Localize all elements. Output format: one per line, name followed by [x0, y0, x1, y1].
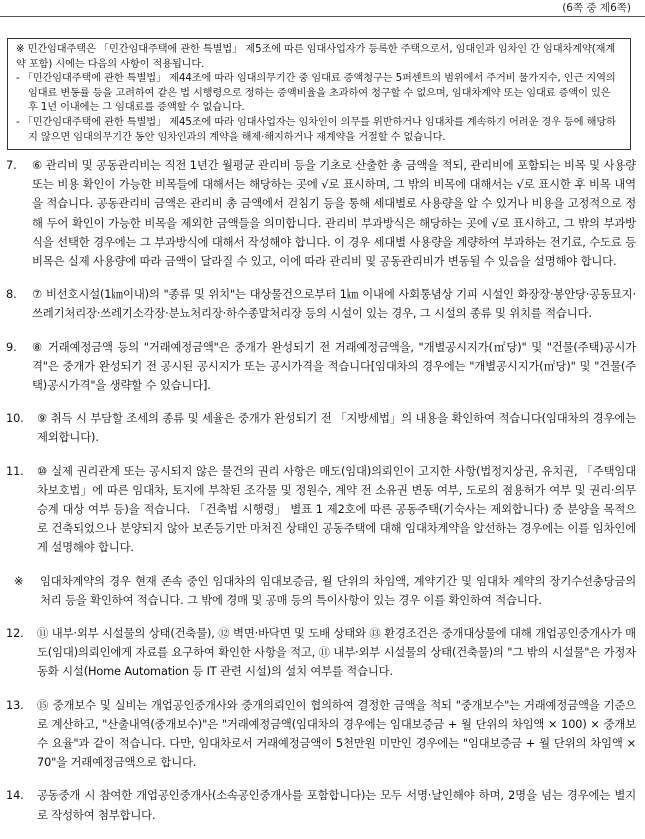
instruction-item: [6, 786, 636, 824]
notice-point-1: - 「민간임대주택에 관한 특별법」 제44조에 따라 임대의무기간 중 임대료 증액청구는 5퍼센트의 범위에서 주거비 물가지수, 인근 지역의 임대료 변동률 등을 고려하여 같은 법 시행령으로 정하는 증액비율을 초과하여 청구할 수 없으며, 임대차계약 또는 임대료 증액이 있은 후 1년 이내에는 그 임대료를 증액할 수 없습니다.: [16, 73, 616, 114]
instruction-number: 9.: [6, 339, 17, 354]
instruction-text: ⑥ 관리비 및 공동관리비는 직전 1년간 월평균 관리비 등을 기초로 산출한 총 금액을 적되, 관리비에 포함되는 비목 및 사용량 또는 비용 확인이 가능한 비목들에 대해서는 해당하는 곳에 √로 표시하며, 그 밖의 비목에 대해서는 √로 표시한 후 비목 내역을 적습니다. 공동관리비 금액은 관리비 총 금액에서 걷침기 등을 통해 세대별로 사용량을 알 수 있거나 비용을 고정적으로 정해 두어 확인이 가능한 비목을 제외한 금액들을 의미합니다. 관리비 부과방식은 해당하는 곳에 √로 표시하고, 그 밖의 부과방식을 선택한 경우에는 그 부과방식에 대해서 작성해야 합니다. 이 경우 세대별 사용량을 계량하여 부과하는 전기료, 수도료 등 비목은 실제 사용량에 따라 금액이 달라질 수 있고, 이에 따라 관리비 및 공동관리비가 변동될 수 있음을 설명해야 합니다.: [32, 158, 636, 269]
instruction-number: 8.: [6, 287, 17, 302]
instruction-item: [6, 409, 636, 447]
instruction-list: [6, 156, 636, 839]
instruction-text: ⑧ 거래예정금액 등의 "거래예정금액"은 중개가 완성되기 전 거래예정금액을, "개별공시지가(㎡당)" 및 "건물(주택)공시가격"은 중개가 완성되기 전 공시된 공시지가 또는 공시가격을 적습니다[임대차의 경우에는 "개별공시지가(㎡당)" 및 "건물(주택)공시가격"을 생략할 수 있습니다].: [32, 339, 636, 393]
instruction-text: ⑩ 실제 권리관계 또는 공시되지 않은 물건의 권리 사항은 매도(임대)의뢰인이 고지한 사항(법정지상권, 유치권, 「주택임대차보호법」에 따른 임대차, 토지에 부착된 조각물 및 정원수, 계약 전 소유권 변동 여부, 도로의 점용허가 여부 및 권리·의무 승계 대상 여부 등)을 적습니다. 「건축법 시행령」 별표 1 제2호에 따른 공동주택(기숙사는 제외합니다) 중 분양을 목적으로 건축되었으나 분양되지 않아 보존등기만 마쳐진 상태인 공동주택에 대해 임대차계약을 알선하는 경우에는 이를 임차인에게 설명해야 합니다.: [37, 463, 636, 555]
instruction-text: ⑪ 내부·외부 시설물의 상태(건축물), ⑫ 벽면·바닥면 및 도배 상태와 ⑬ 환경조건은 중개대상물에 대해 개업공인중개사가 매도(임대)의뢰인에게 자료를 요구하여 확인한 사항을 적고, ⑪ 내부·외부 시설물의 상태(건축물)의 "그 밖의 시설물"은 가정자동화 시설(Home Automation 등 IT 관련 시설)의 설치 여부를 적습니다.: [37, 626, 636, 679]
instruction-number: 13.: [6, 697, 24, 712]
instruction-item: [6, 156, 636, 271]
notice-box: [7, 38, 631, 150]
instruction-item: [6, 696, 636, 773]
instruction-text: ⑨ 취득 시 부담할 조세의 종류 및 세율은 중개가 완성되기 전 「지방세법」의 내용을 확인하여 적습니다(임대차의 경우에는 제외합니다).: [37, 411, 636, 445]
instruction-note: [14, 572, 636, 610]
notice-main: ※ 민간임대주택은 「민간임대주택에 관한 특별법」 제5조에 따른 임대사업자가 등록한 주택으로서, 임대인과 임차인 간 임대차계약(재계약 포함) 시에는 다음의 사항이 적용됩니다.: [16, 44, 616, 70]
instruction-text: 공동중개 시 참여한 개업공인중개사(소속공인중개사를 포함합니다)는 모두 서명·날인해야 하며, 2명을 넘는 경우에는 별지로 작성하여 첨부합니다.: [37, 788, 636, 822]
instruction-number: 14.: [6, 788, 24, 803]
instruction-item: [6, 338, 636, 396]
instruction-number: 10.: [6, 411, 24, 426]
instruction-item: [6, 462, 636, 558]
instruction-number: 12.: [6, 626, 24, 641]
notice-point-2: - 「민간임대주택에 관한 특별법」 제45조에 따라 임대사업자는 임차인이 의무를 위반하거나 임대차를 계속하기 어려운 경우 등에 해당하지 않으면 임대의무기간 동안 임차인과의 계약을 해제·해지하거나 재계약을 거절할 수 없습니다.: [16, 116, 616, 143]
page-number: (6쪽 중 제6쪽): [562, 2, 631, 14]
instruction-item: [6, 285, 636, 323]
instruction-text: ⑮ 중개보수 및 실비는 개업공인중개사와 중개의뢰인이 협의하여 결정한 금액을 적되 "중개보수"는 거래예정금액을 기준으로 계산하고, "산출내역(중개보수)"은 "거래예정금액(임대차의 경우에는 임대보증금 + 월 단위의 차임액 × 100) × 중개보수 요율"과 같이 적습니다. 다만, 임대차로서 거래예정금액이 5천만원 미만인 경우에는 "임대보증금 + 월 단위의 차임액 × 70"을 거래예정금액으로 합니다.: [37, 697, 636, 770]
instruction-item: [6, 624, 636, 682]
instruction-number: 7.: [6, 158, 17, 172]
instruction-number: ※: [14, 573, 24, 588]
top-divider: [0, 16, 645, 17]
instruction-number: 11.: [6, 463, 24, 478]
instruction-text: 임대차계약의 경우 현재 존속 중인 임대차의 임대보증금, 월 단위의 차임액, 계약기간 및 임대차 계약의 장기수선충당금의 처리 등을 확인하여 적습니다. 그 밖에 경매 및 공매 등의 특이사항이 있는 경우 이를 확인하여 적습니다.: [40, 573, 636, 607]
instruction-text: ⑦ 비선호시설(1㎞이내)의 "종류 및 위치"는 대상물건으로부터 1㎞ 이내에 사회통념상 기피 시설인 화장장·봉안당·공동묘지·쓰레기처리장·쓰레기소각장·분뇨처리장·하수종말처리장 등의 시설이 있는 경우, 그 시설의 종류 및 위치를 적습니다.: [32, 287, 636, 321]
